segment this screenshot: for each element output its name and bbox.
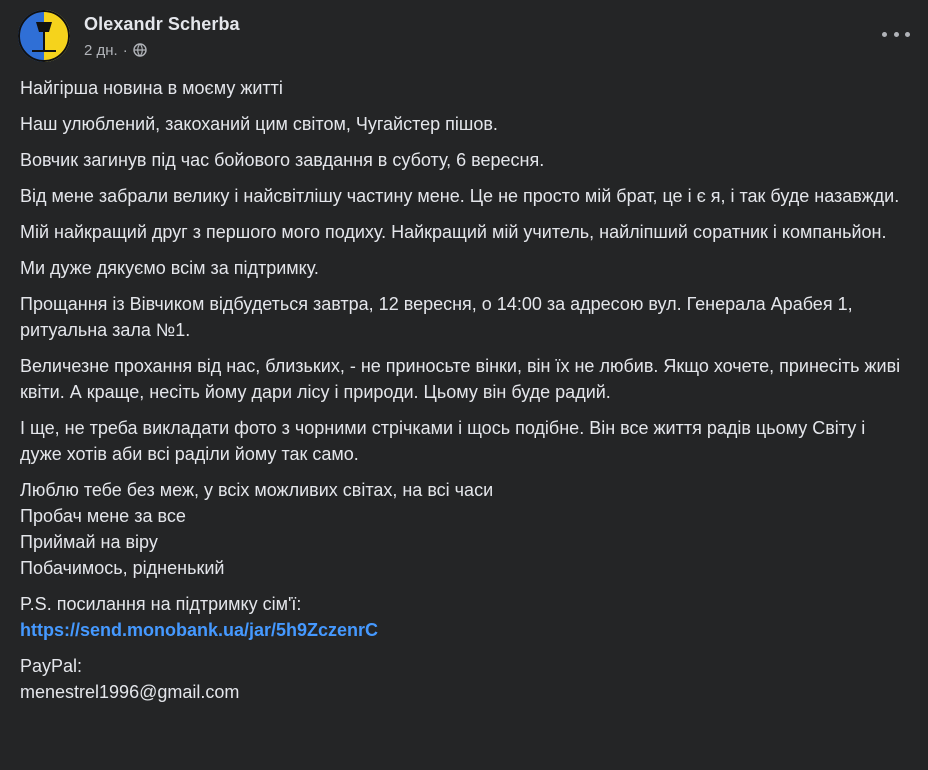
post-body	[20, 75, 910, 715]
post-meta	[84, 40, 147, 60]
post-paragraph: Наш улюблений, закоханий цим світом, Чугайстер пішов.	[20, 114, 498, 134]
post-paragraph: І ще, не треба викладати фото з чорними стрічками і щось подібне. Він все життя радів цьому Світу і дуже хотів аби всі раділи йому так само.	[20, 418, 866, 464]
ps-label: P.S. посилання на підтримку сім'ї:	[20, 594, 302, 614]
verse-line: Приймай на віру	[20, 532, 158, 552]
verse-line: Люблю тебе без меж, у всіх можливих світах, на всі часи	[20, 480, 494, 500]
verse-line: Побачимось, рідненький	[20, 558, 225, 578]
paypal-block	[20, 653, 910, 705]
more-dot	[882, 32, 887, 37]
ps-block	[20, 591, 910, 643]
more-options-icon[interactable]	[882, 22, 910, 46]
meta-separator: ·	[122, 41, 128, 59]
post-paragraph: Найгірша новина в моєму житті	[20, 78, 283, 98]
post-paragraph: Величезне прохання від нас, близьких, - не приносьте вінки, він їх не любив. Якщо хочете, принесіть живі квіти. А краще, несіть йому дари лісу і природи. Цьому він буде радий.	[20, 356, 901, 402]
post-time[interactable]: 2 дн.	[84, 41, 118, 59]
verse-line: Пробач мене за все	[20, 506, 186, 526]
post-paragraph: Вовчик загинув під час бойового завдання в суботу, 6 вересня.	[20, 150, 545, 170]
donation-link[interactable]: https://send.monobank.ua/jar/5h9ZczenrC	[20, 620, 379, 640]
author-name[interactable]: Olexandr Scherba	[84, 14, 240, 34]
avatar-image	[18, 10, 70, 62]
post-paragraph: Ми дуже дякуємо всім за підтримку.	[20, 258, 319, 278]
post-header	[18, 10, 910, 62]
more-dot	[894, 32, 899, 37]
post-paragraph: Від мене забрали велику і найсвітлішу частину мене. Це не просто мій брат, це і є я, і так буде назавжди.	[20, 186, 900, 206]
globe-icon[interactable]	[133, 43, 147, 57]
verse-block	[20, 477, 910, 581]
post-paragraph: Прощання із Вівчиком відбудеться завтра, 12 вересня, о 14:00 за адресою вул. Генерала Арабея 1, ритуальна зала №1.	[20, 294, 853, 340]
post-paragraph: Мій найкращий друг з першого мого подиху. Найкращий мій учитель, найліпший соратник і компаньйон.	[20, 222, 887, 242]
avatar[interactable]	[18, 10, 70, 62]
more-dot	[905, 32, 910, 37]
paypal-label: PayPal:	[20, 656, 83, 676]
paypal-email: menestrel1996@gmail.com	[20, 682, 240, 702]
